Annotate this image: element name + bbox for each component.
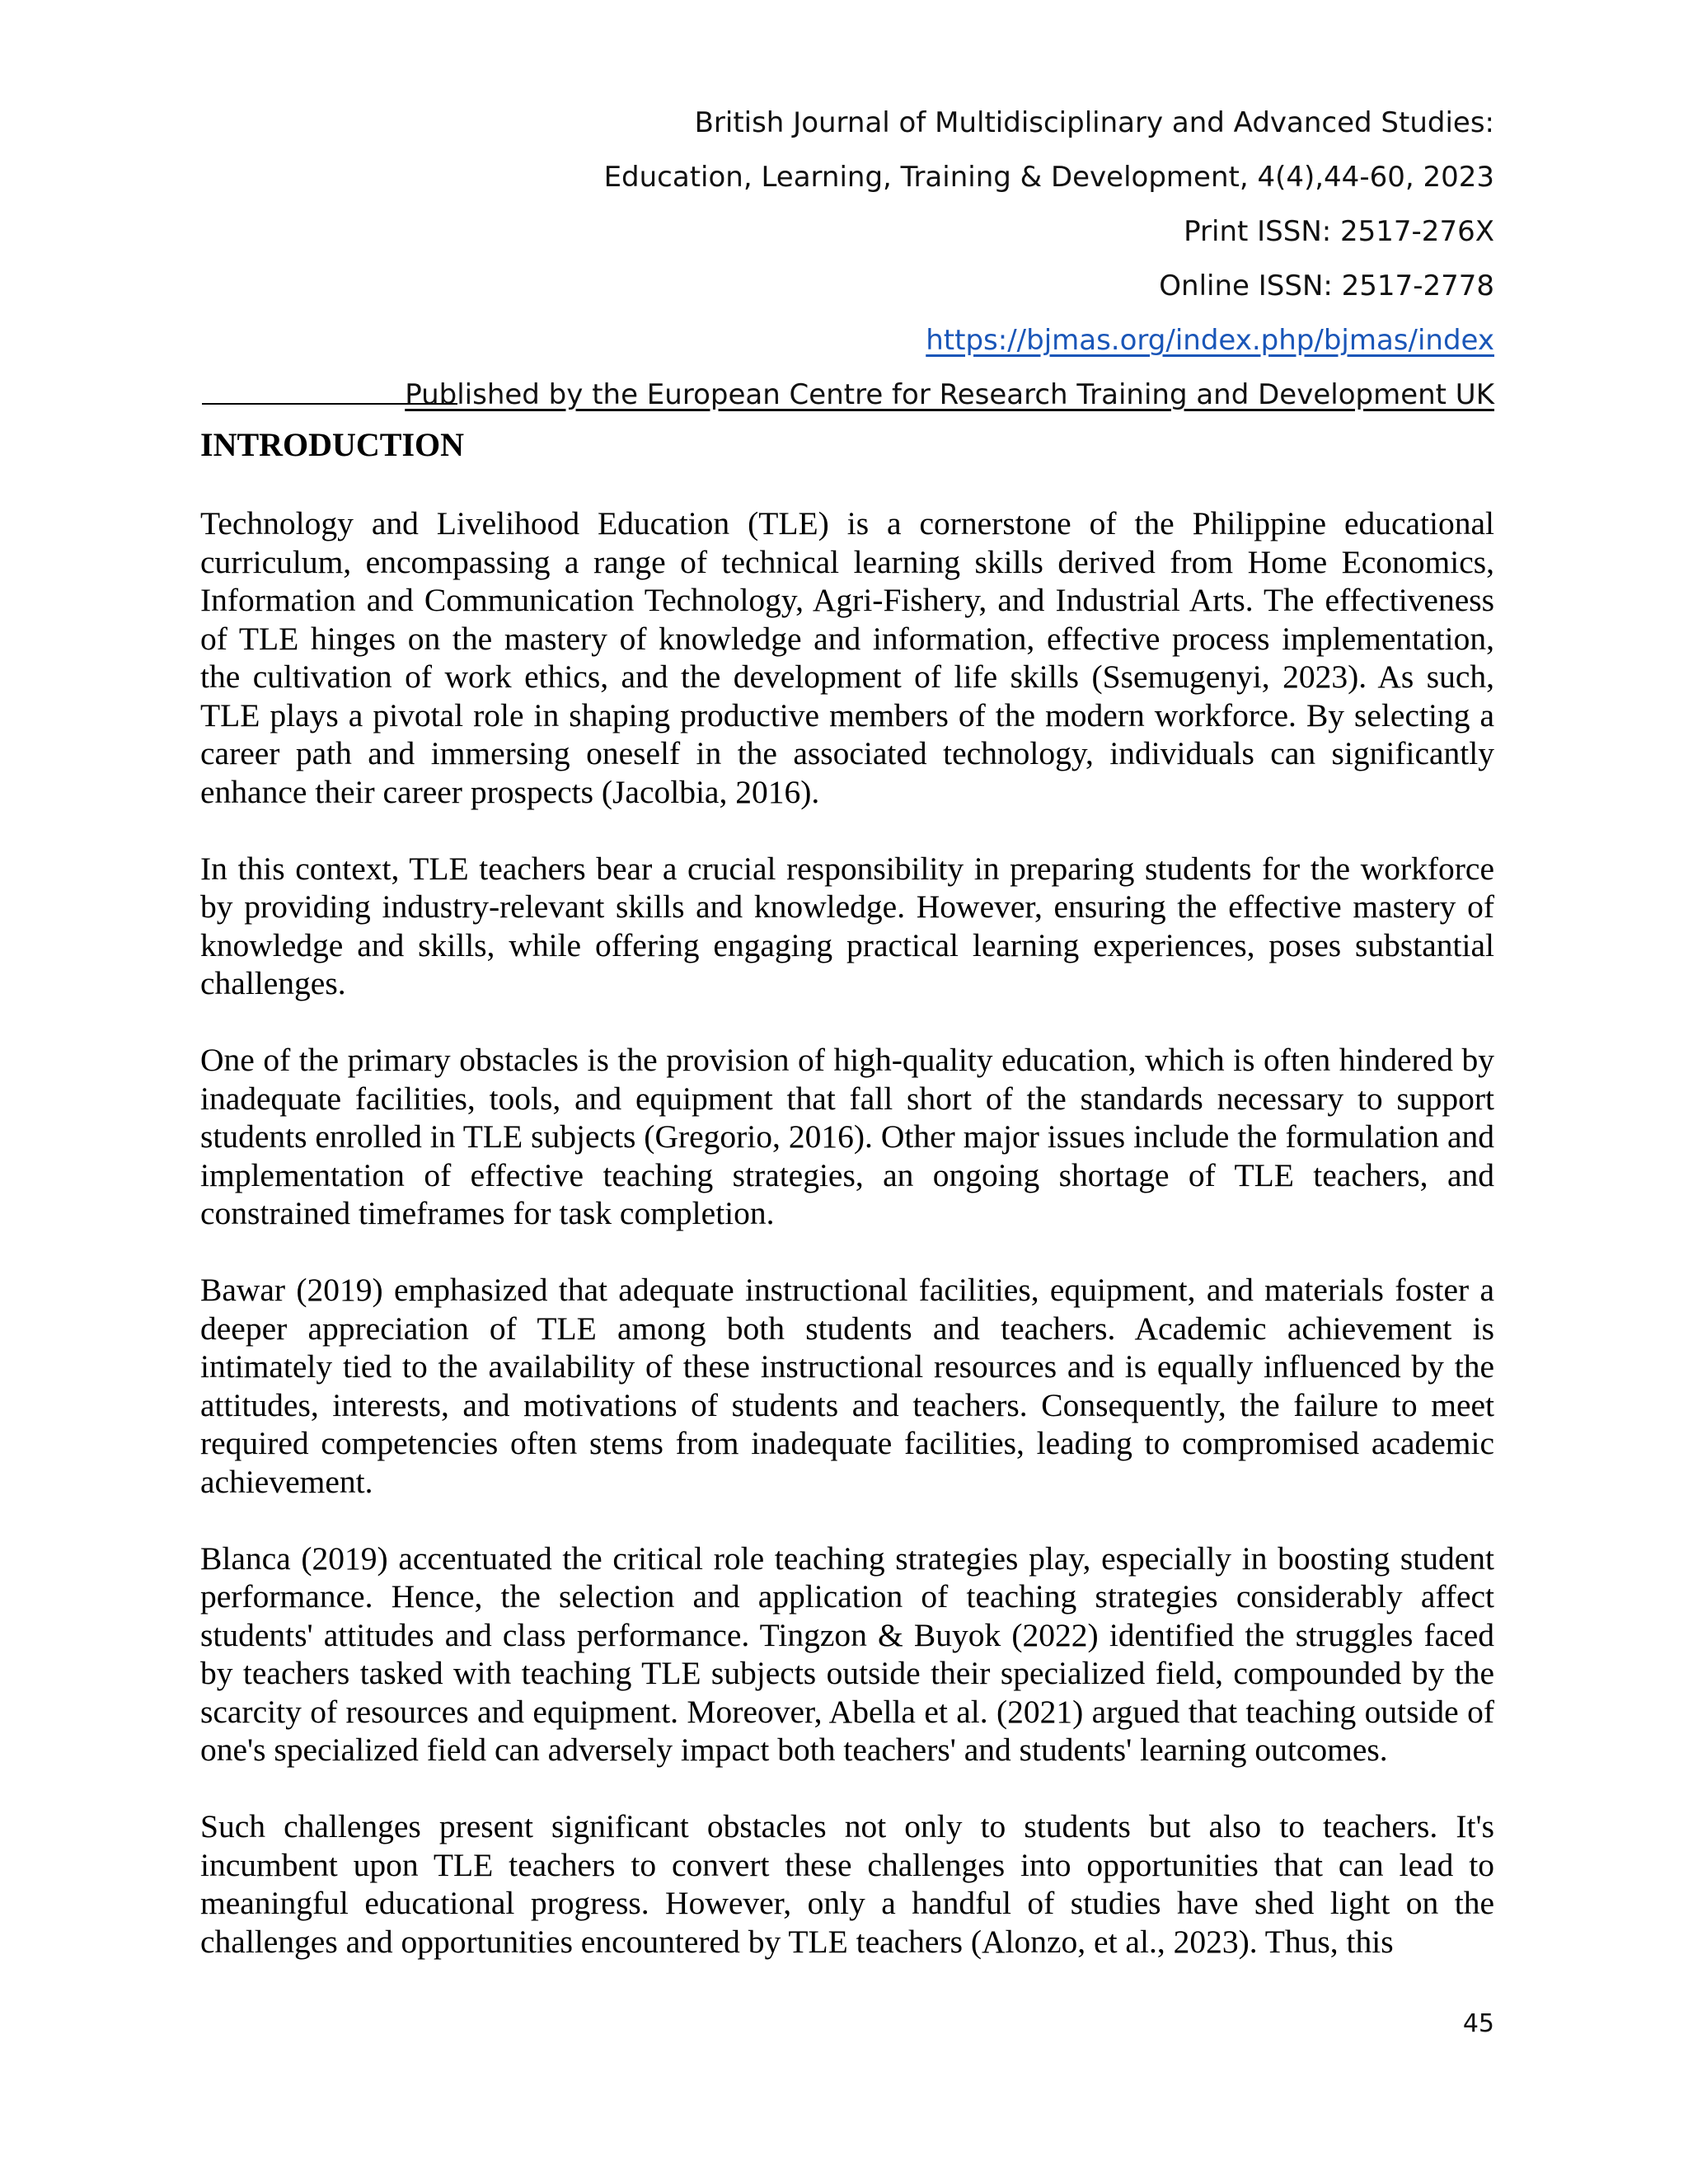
online-issn: Online ISSN: 2517-2778 bbox=[1159, 269, 1494, 302]
journal-url-link[interactable]: https://bjmas.org/index.php/bjmas/index bbox=[926, 324, 1494, 357]
journal-title: British Journal of Multidisciplinary and Advanced Studies: bbox=[694, 106, 1494, 139]
paragraph-6: Such challenges present significant obstacles not only to students but also to teachers. It's incumbent upon TLE teachers to convert these challenges into opportunities that can lead to meaningful educational progress. However, only a handful of studies have shed light on the challenges and opportunities encountered by TLE teachers (Alonzo, et al., 2023). Thus, this bbox=[200, 1808, 1494, 1960]
paragraph-1: Technology and Livelihood Education (TLE) is a cornerstone of the Philippine educational curriculum, encompassing a range of technical learning skills derived from Home Economics, Information and Communication Technology, Agri-Fishery, and Industrial Arts. The effectiveness of TLE hinges on the mastery of knowledge and information, effective process implementation, the cultivation of work ethics, and the development of life skills (Ssemugenyi, 2023). As such, TLE plays a pivotal role in shaping productive members of the modern workforce. By selecting a career path and immersing oneself in the associated technology, individuals can significantly enhance their career prospects (Jacolbia, 2016). bbox=[200, 505, 1494, 810]
journal-series: Education, Learning, Training & Development, 4(4),44-60, 2023 bbox=[603, 161, 1494, 194]
paragraph-3: One of the primary obstacles is the provision of high-quality education, which is often hindered by inadequate facilities, tools, and equipment that fall short of the standards necessary to support students enrolled in TLE subjects (Gregorio, 2016). Other major issues include the formulation and implementation of effective teaching strategies, an ongoing shortage of TLE teachers, and constrained timeframes for task completion. bbox=[200, 1042, 1494, 1231]
section-heading: INTRODUCTION bbox=[200, 426, 465, 463]
paragraph-2: In this context, TLE teachers bear a crucial responsibility in preparing students for the workforce by providing industry-relevant skills and knowledge. However, ensuring the effective mastery of knowledge and skills, while offering engaging practical learning experiences, poses substantial challenges. bbox=[200, 850, 1494, 1001]
header-rule bbox=[202, 403, 457, 405]
publisher-line: Published by the European Centre for Research Training and Development UK bbox=[405, 378, 1494, 411]
journal-header bbox=[202, 96, 1494, 422]
article-body bbox=[200, 422, 1494, 1999]
page-number: 45 bbox=[1462, 2009, 1494, 2038]
paragraph-4: Bawar (2019) emphasized that adequate instructional facilities, equipment, and materials foster a deeper appreciation of TLE among both students and teachers. Academic achievement is intimately tied to the availability of these instructional resources and is equally influenced by the attitudes, interests, and motivations of students and teachers. Consequently, the failure to meet required competencies often stems from inadequate facilities, leading to compromised academic achievement. bbox=[200, 1272, 1494, 1500]
paragraph-5: Blanca (2019) accentuated the critical role teaching strategies play, especially in boosting student performance. Hence, the selection and application of teaching strategies considerably affect students' attitudes and class performance. Tingzon & Buyok (2022) identified the struggles faced by teachers tasked with teaching TLE subjects outside their specialized field, compounded by the scarcity of resources and equipment. Moreover, Abella et al. (2021) argued that teaching outside of one's specialized field can adversely impact both teachers' and students' learning outcomes. bbox=[200, 1540, 1494, 1768]
print-issn: Print ISSN: 2517-276X bbox=[1184, 215, 1494, 248]
